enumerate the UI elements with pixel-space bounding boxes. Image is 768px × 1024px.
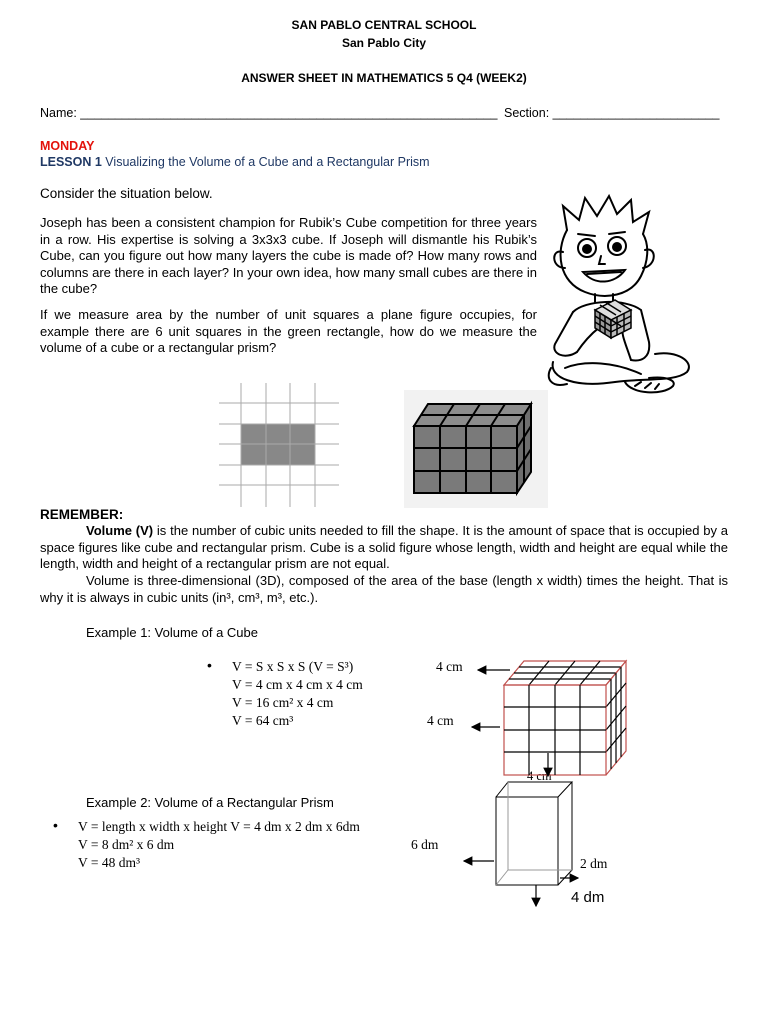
- volume-term: Volume (V): [86, 523, 154, 538]
- example1-bullet: •: [207, 657, 212, 673]
- lesson-number: LESSON 1: [40, 155, 102, 169]
- prism-label-width: 2 dm: [580, 856, 608, 871]
- example2-line1: V = length x width x height V = 4 dm x 2 dm x 6dm: [78, 819, 360, 834]
- sheet-title: ANSWER SHEET IN MATHEMATICS 5 Q4 (WEEK2): [241, 71, 527, 85]
- remember-heading: REMEMBER:: [40, 507, 124, 522]
- example1-line3: V = 16 cm² x 4 cm: [232, 695, 334, 710]
- lesson-title: Visualizing the Volume of a Cube and a Rectangular Prism: [101, 155, 430, 169]
- cube-label-side: 4 cm: [427, 713, 454, 728]
- rectangular-prism-diagram: [460, 780, 590, 910]
- day-label: MONDAY: [40, 139, 95, 153]
- example2-line2: V = 8 dm² x 6 dm: [78, 837, 175, 852]
- consider-text: Consider the situation below.: [40, 186, 213, 201]
- prism-label-height: 6 dm: [411, 837, 439, 852]
- example1-line2: V = 4 cm x 4 cm x 4 cm: [232, 677, 363, 692]
- volume-3d-paragraph: Volume is three-dimensional (3D), composed of the area of the base (length x width) times the height. That is why it is always in cubic units (in³, cm³, m³, etc.).: [40, 573, 728, 605]
- example1-line4: V = 64 cm³: [232, 713, 294, 728]
- volume-definition: [40, 523, 728, 573]
- prism-label-length: 4 dm: [571, 889, 605, 906]
- situation-paragraph: Joseph has been a consistent champion for Rubik’s Cube competition for three years in a row. His expertise is solving a 3x3x3 cube. If Joseph will dismantle his Rubik’s Cube, can you figure out how many layers the cube is made of? How many rows and columns are there in each layer? In your own idea, how many small cubes are there in the cube?: [40, 215, 537, 296]
- school-name: SAN PABLO CENTRAL SCHOOL: [291, 18, 477, 32]
- school-city: San Pablo City: [341, 36, 427, 50]
- section-field[interactable]: Section: ________________________: [504, 106, 720, 120]
- volume-definition-text: is the number of cubic units needed to fill the shape. It is the amount of space that is occupied by a space figures like cube and rectangular prism. Cube is a solid figure whose length, width and height are equal while the length, width and height of a rectangular prism are not equal.: [40, 523, 728, 571]
- name-field[interactable]: Name: ____________________________________________________________: [40, 106, 498, 120]
- cube-label-top: 4 cm: [436, 659, 463, 674]
- area-paragraph: If we measure area by the number of unit squares a plane figure occupies, for example there are 6 unit squares in the green rectangle, how do we measure the volume of a cube or a rectangular prism?: [40, 307, 537, 355]
- unit-cubes-prism: [404, 390, 548, 508]
- grid-cube-diagram: [470, 655, 634, 780]
- unit-square-grid: [219, 383, 339, 507]
- boy-with-rubiks-cube-illustration: [545, 192, 695, 402]
- lesson-heading: [40, 155, 430, 169]
- example2-title: Example 2: Volume of a Rectangular Prism: [86, 795, 334, 810]
- example2-line3: V = 48 dm³: [78, 855, 141, 870]
- example1-title: Example 1: Volume of a Cube: [86, 625, 258, 640]
- cube-label-bottom: 4 cm: [527, 769, 552, 783]
- example2-bullet: •: [53, 817, 58, 833]
- example1-line1: V = S x S x S (V = S³): [232, 659, 354, 674]
